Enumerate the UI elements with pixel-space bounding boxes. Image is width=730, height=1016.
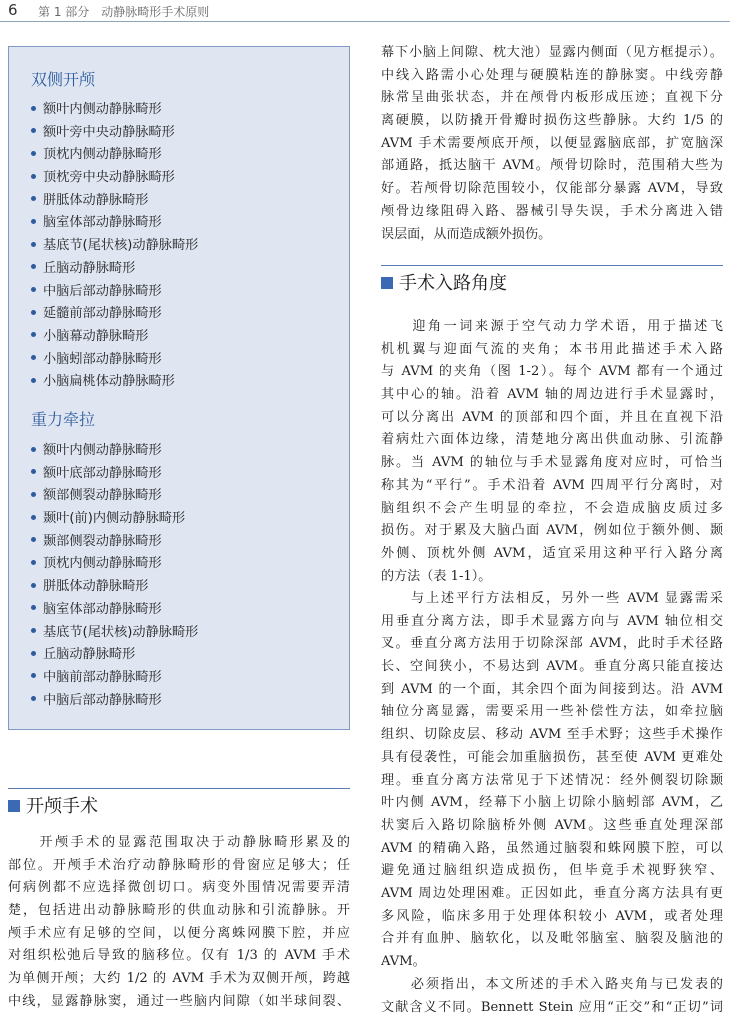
list-item: 顶枕内侧动静脉畸形 xyxy=(31,553,198,576)
bullet-icon xyxy=(31,355,36,360)
list-item: 颞部侧裂动静脉畸形 xyxy=(31,531,198,554)
list-item: 脑室体部动静脉畸形 xyxy=(31,599,198,622)
section-heading-craniotomy xyxy=(8,788,350,817)
bullet-icon xyxy=(31,447,36,452)
approach-angle-paragraph-1: 迎角一词来源于空气动力学术语，用于描述飞 机机翼与迎面气流的夹角；本书用此描述手术入路 与 AVM 的夹角（图 1-2）。每个 AVM 都有一个通过 其中心的轴。沿着 AVM 轴的周边进行手术显露时， 可以分离出 AVM 的顶部和四个面，并且在直视下沿 着病灶六面体边缘，清楚地分离出供血动脉、引流静 脉。当 AVM 的轴位与手术显露角度对应时，可恰当 称其为“平行”。手术沿着 AVM 四周平行分离时，对 脑组织不会产生明显的牵拉，不会造成脑皮质过多 损伤。对于累及大脑凸面 AVM，例如位于额外侧、颞 外侧、顶枕外侧 AVM，适宜采用这种平行入路分离 的方法（表 1-1）。 xyxy=(381,319,723,584)
bullet-icon xyxy=(31,515,36,520)
section-square-icon xyxy=(381,277,393,289)
list-item: 胼胝体动静脉畸形 xyxy=(31,190,198,213)
approach-angle-paragraph-3: 必须指出，本文所述的手术入路夹角与已发表的 文献含义不同。Bennett Stein 应用“正交”和“正切”词 xyxy=(381,977,723,1015)
sidebar-title-gravity: 重力牵拉 xyxy=(31,410,96,429)
list-item: 额部侧裂动静脉畸形 xyxy=(31,485,198,508)
list-item: 颞叶(前)内侧动静脉畸形 xyxy=(31,508,198,531)
bullet-icon xyxy=(31,310,36,315)
right-top-paragraph: 幕下小脑上间隙、枕大池）显露内侧面（见方框提示）。 中线入路需小心处理与硬膜粘连的静脉窦。中线旁静 脉常呈曲张状态，并在颅骨内板形成压迹；直视下分 离硬膜，以防撬开骨瓣时损伤这些静脉。大约 1/5 的 AVM 手术需要颅底开颅，以便显露脑底部，扩宽脑深 部通路，抵达脑干 AVM。颅骨切除时，范围稍大些为 好。若颅骨切除范围较小，仅能部分暴露 AVM，导致 颅骨边缘阻碍入路、器械引导失误，手术分离进入错 误层面，从而造成额外损伤。 xyxy=(381,45,723,242)
list-item: 基底节(尾状核)动静脉畸形 xyxy=(31,622,198,645)
section-rule xyxy=(381,265,723,266)
bullet-icon xyxy=(31,264,36,269)
sidebar-title-bilateral: 双侧开颅 xyxy=(31,70,96,89)
list-item: 小脑蚓部动静脉畸形 xyxy=(31,349,198,372)
bullet-icon xyxy=(31,174,36,179)
bullet-icon xyxy=(31,560,36,565)
bullet-icon xyxy=(31,696,36,701)
list-item: 额叶旁中央动静脉畸形 xyxy=(31,122,198,145)
craniotomy-paragraph: 开颅手术的显露范围取决于动静脉畸形累及的 部位。开颅手术治疗动静脉畸形的骨窗应足够大；任 何病例都不应选择微创切口。病变外围情况需要弄清 楚，包括进出动静脉畸形的供血动脉和引流静脉。开 颅手术应有足够的空间，以便分离蛛网膜下腔，并应 对组织松弛后导致的脑移位。仅有 1/3 的 AVM 手术 为单侧开颅；大约 1/2 的 AVM 手术为双侧开颅，跨越 中线，显露静脉窦，通过一些脑内间隙（如半球间裂、 xyxy=(8,835,350,1009)
list-item: 顶枕旁中央动静脉畸形 xyxy=(31,167,198,190)
page-number: 6 xyxy=(8,1,18,19)
bullet-icon xyxy=(31,673,36,678)
list-item: 小脑扁桃体动静脉畸形 xyxy=(31,371,198,394)
list-item: 额叶内侧动静脉畸形 xyxy=(31,440,198,463)
section-rule xyxy=(8,788,350,789)
bullet-icon xyxy=(31,332,36,337)
bullet-icon xyxy=(31,583,36,588)
approach-angle-paragraph-2: 与上述平行方法相反，另外一些 AVM 显露需采 用垂直分离方法，即手术显露方向与 AVM 轴位相交 叉。垂直分离方法用于切除深部 AVM，此时手术径路 长、空间狭小，不易达到 AVM。垂直分离只能直接达 到 AVM 的一个面，其余四个面为间接到达。沿 AVM 轴位分离显露，需要采用一些补偿性方法，如牵拉脑 组织、切除皮层、移动 AVM 至手术野；这些手术操作 具有侵袭性，可能会加重脑损伤，甚至使 AVM 更难处 理。垂直分离方法常见于下述情况：经外侧裂切除颞 叶内侧 AVM，经幕下小脑上切除小脑蚓部 AVM，乙 状窦后入路切除脑桥外侧 AVM。这些垂直处理深部 AVM 的精确入路，虽然通过脑裂和蛛网膜下腔，可以 避免通过脑组织造成损伤，但毕竟手术视野狭窄、 AVM 周边处理困难。正因如此，垂直分离方法具有更 多风险，临床多用于处理体积较小 AVM，或者处理 合并有血肿、脑软化，以及毗邻脑室、脑裂及脑池的 AVM。 xyxy=(381,591,723,969)
list-item: 延髓前部动静脉畸形 xyxy=(31,303,198,326)
bullet-icon xyxy=(31,287,36,292)
list-item: 额叶底部动静脉畸形 xyxy=(31,463,198,486)
list-item: 中脑后部动静脉畸形 xyxy=(31,690,198,713)
bullet-icon xyxy=(31,651,36,656)
bullet-icon xyxy=(31,605,36,610)
running-header xyxy=(0,0,730,22)
bilateral-list xyxy=(31,99,198,394)
section-title: 手术入路角度 xyxy=(399,273,507,294)
bullet-icon xyxy=(31,628,36,633)
bullet-icon xyxy=(31,196,36,201)
section-square-icon xyxy=(8,800,20,812)
section-title: 开颅手术 xyxy=(26,796,98,817)
list-item: 小脑幕动静脉畸形 xyxy=(31,326,198,349)
list-item: 基底节(尾状核)动静脉畸形 xyxy=(31,235,198,258)
bullet-icon xyxy=(31,151,36,156)
bullet-icon xyxy=(31,106,36,111)
list-item: 脑室体部动静脉畸形 xyxy=(31,212,198,235)
list-item: 丘脑动静脉畸形 xyxy=(31,644,198,667)
bullet-icon xyxy=(31,469,36,474)
section-heading-approach-angle xyxy=(381,265,723,294)
bullet-icon xyxy=(31,378,36,383)
bullet-icon xyxy=(31,242,36,247)
list-item: 额叶内侧动静脉畸形 xyxy=(31,99,198,122)
list-item: 丘脑动静脉畸形 xyxy=(31,258,198,281)
list-item: 胼胝体动静脉畸形 xyxy=(31,576,198,599)
list-item: 顶枕内侧动静脉畸形 xyxy=(31,144,198,167)
bullet-icon xyxy=(31,219,36,224)
running-head-title: 第 1 部分 动静脉畸形手术原则 xyxy=(38,5,210,19)
list-item: 中脑后部动静脉畸形 xyxy=(31,281,198,304)
approach-sidebar-box xyxy=(8,46,350,730)
bullet-icon xyxy=(31,537,36,542)
gravity-list xyxy=(31,440,198,712)
list-item: 中脑前部动静脉畸形 xyxy=(31,667,198,690)
bullet-icon xyxy=(31,492,36,497)
bullet-icon xyxy=(31,128,36,133)
